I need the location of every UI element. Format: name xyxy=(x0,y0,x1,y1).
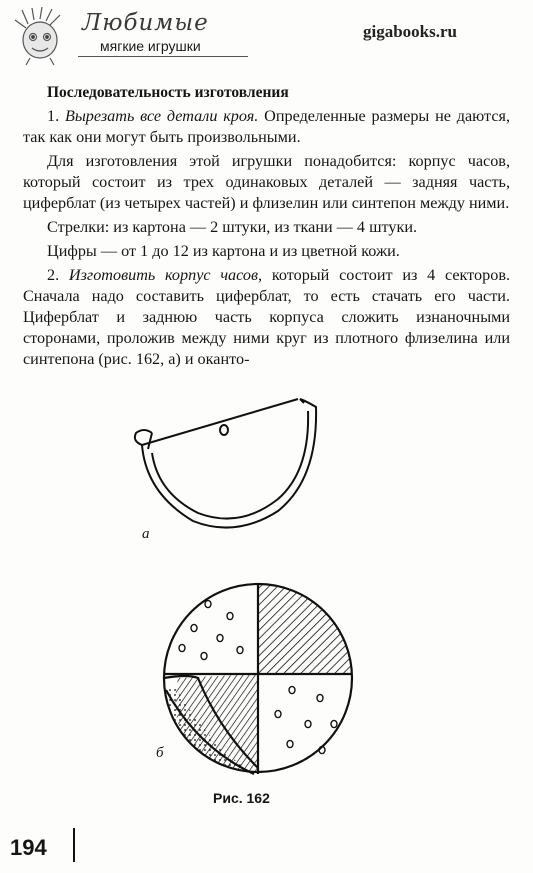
page-header xyxy=(0,0,533,70)
step-2 xyxy=(23,265,510,370)
page-number: 194 xyxy=(10,835,47,860)
figure-b-illustration xyxy=(158,578,358,778)
page-number-rule xyxy=(73,828,75,862)
step-1-number: 1. xyxy=(47,107,60,125)
step-1 xyxy=(23,106,510,148)
step-2-emphasis: Изготовить корпус часов, xyxy=(68,266,263,284)
figure-b-label: б xyxy=(156,745,164,761)
paragraph-hands: Стрелки: из картона — 2 штуки, из ткани — 4 штуки. xyxy=(47,218,418,236)
site-name: gigabooks.ru xyxy=(363,22,457,41)
step-1-emphasis: Вырезать все детали кроя. xyxy=(64,107,259,125)
doll-logo-icon xyxy=(10,6,70,66)
step-1-text: Определенные размеры не даются, так как они могут быть произвольными. xyxy=(23,107,511,146)
section-heading: Последовательность изготовления xyxy=(47,84,289,101)
step-2-number: 2. xyxy=(47,266,60,284)
series-subtitle: мягкие игрушки xyxy=(100,38,201,54)
paragraph-numbers: Цифры — от 1 до 12 из картона и из цветной кожи. xyxy=(47,242,400,260)
body-text xyxy=(23,82,510,373)
figure-a-illustration xyxy=(118,393,328,533)
step-2-text: который состоит из 4 секторов. Сначала надо составить циферблат, то есть стачать его части. Циферблат и заднюю часть корпуса сложить изнаночными сторонами, проложив между ними круг из плотного флизелина или синтепона (рис. 162, а) и оканто- xyxy=(23,266,511,368)
figure-a-label: а xyxy=(142,526,150,542)
paragraph-materials: Для изготовления этой игрушки понадобится: корпус часов, который состоит из трех одинаковых деталей — задняя часть, циферблат (из четырех частей) и флизелин или синтепон между ними. xyxy=(23,152,510,212)
header-underline xyxy=(78,56,248,57)
figure-caption: Рис. 162 xyxy=(213,790,270,806)
series-title: Любимые xyxy=(82,10,209,36)
